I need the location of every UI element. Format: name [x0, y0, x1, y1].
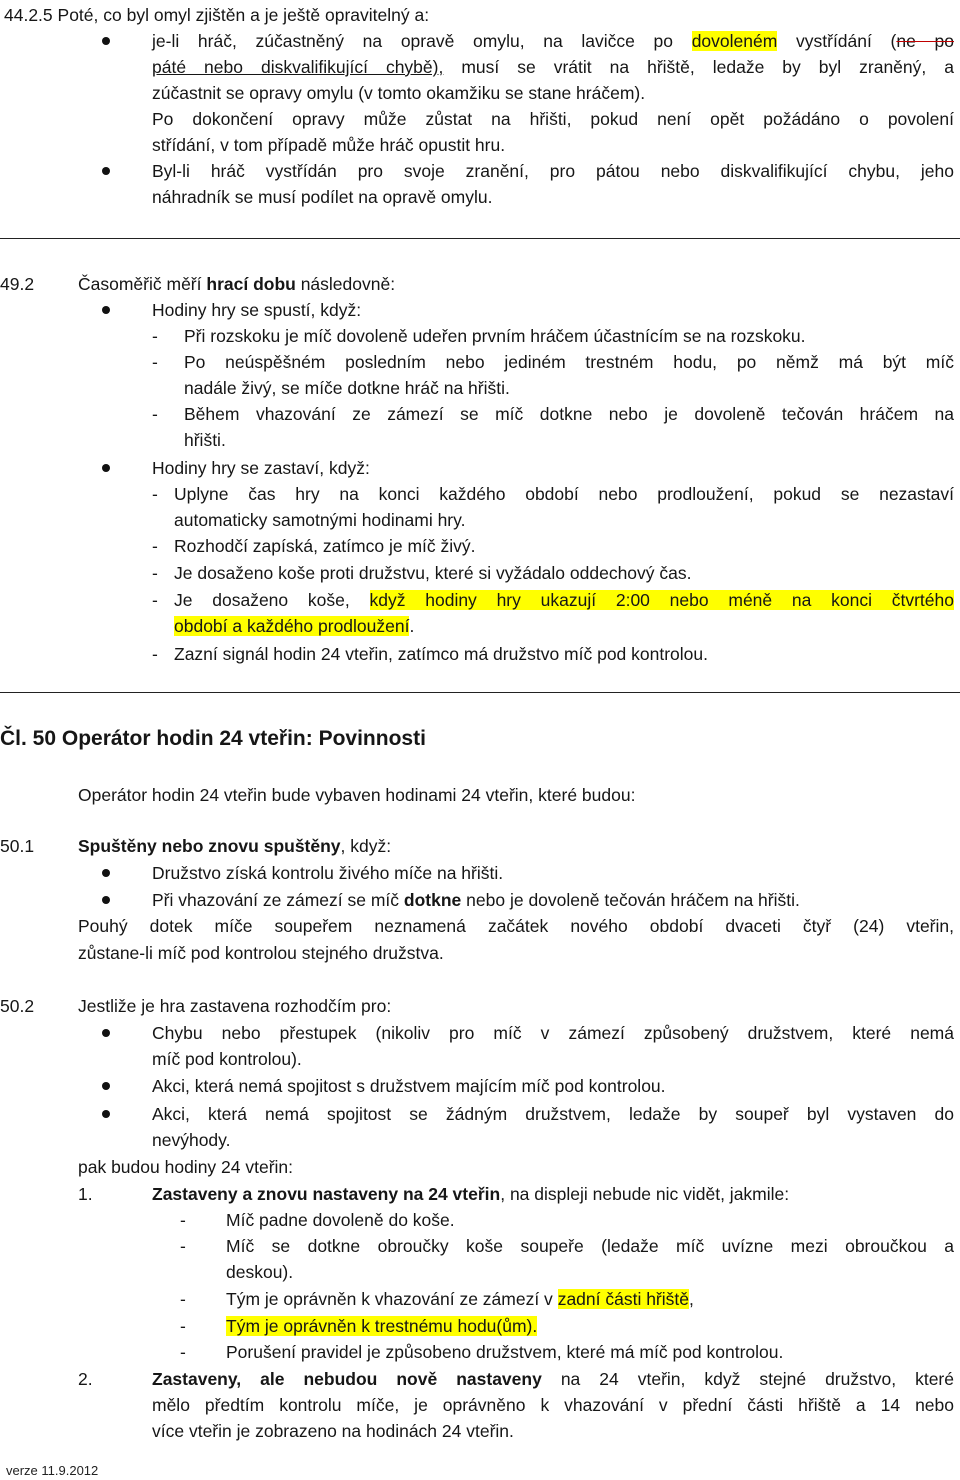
- text-line: hřišti.: [184, 430, 226, 450]
- list-heading: Hodiny hry se zastaví, když:: [152, 458, 370, 478]
- section-44-heading: [4, 2, 429, 28]
- text-line: střídání, v tom případě může hráč opustit hru.: [152, 135, 506, 155]
- divider: [0, 692, 960, 693]
- text-line: deskou).: [226, 1262, 294, 1282]
- text-line: náhradník se musí podílet na opravě omylu.: [152, 187, 493, 207]
- text-line: Porušení pravidel je způsobeno družstvem, které má míč pod kontrolou.: [226, 1342, 784, 1362]
- section-number: 50.1: [0, 836, 35, 856]
- numbered-item: Zastaveny a znovu nastaveny na 24 vteřin, na displeji nebude nic vidět, jakmile:: [152, 1184, 790, 1204]
- bold-text: Spuštěny nebo znovu spuštěny: [78, 836, 341, 856]
- highlight: když hodiny hry ukazují 2:00 nebo méně na konci čtvrtého: [369, 590, 954, 610]
- text-line: Je dosaženo koše, když hodiny hry ukazují 2:00 nebo méně na konci čtvrtého: [174, 590, 954, 610]
- text-line: nevýhody.: [152, 1130, 231, 1150]
- text-line: Pouhý dotek míče soupeřem neznamená začátek nového období dvaceti čtyř (24) vteřin,: [78, 916, 954, 936]
- section-number: 49.2: [0, 274, 35, 294]
- dash-marker: -: [180, 1210, 186, 1230]
- section-49-heading: Časoměřič měří hrací dobu následovně:: [78, 274, 396, 294]
- text-line: páté nebo diskvalifikující chybě), musí se vrátit na hřiště, ledaže by byl zraněný, a: [152, 57, 954, 77]
- list-item: Družstvo získá kontrolu živého míče na hřišti.: [0, 860, 960, 886]
- bold-text: dotkne: [403, 890, 462, 910]
- text-line: Tým je oprávněn k vhazování ze zámezí v zadní části hřiště,: [226, 1289, 694, 1309]
- dash-marker: -: [180, 1342, 186, 1362]
- highlight: období a každého prodloužení: [174, 616, 410, 636]
- list-item: [0, 297, 960, 323]
- bold-text: hrací dobu: [206, 274, 296, 294]
- list-item: [0, 158, 960, 184]
- text-line: zúčastnit se opravy omylu (v tomto okamžiku se stane hráčem).: [152, 83, 646, 103]
- text-line: je-li hráč, zúčastněný na opravě omylu, na lavičce po dovoleném vystřídání (ne po: [152, 31, 954, 51]
- page-footer: verze 11.9.2012: [6, 1463, 99, 1478]
- section-heading: Spuštěny nebo znovu spuštěny, když:: [78, 836, 392, 856]
- text-line: pak budou hodiny 24 vteřin:: [78, 1157, 294, 1177]
- dash-marker: -: [152, 352, 158, 372]
- text-line: Byl-li hráč vystřídán pro svoje zranění, pro pátou nebo diskvalifikující chybu, jeho: [152, 161, 954, 181]
- article-title: Čl. 50 Operátor hodin 24 vteřin: Povinnosti: [0, 727, 426, 750]
- text-line: Rozhodčí zapíská, zatímco je míč živý.: [174, 536, 476, 556]
- bold-text: Zastaveny a znovu nastaveny na 24 vteřin: [152, 1184, 501, 1204]
- text-line: zůstane-li míč pod kontrolou stejného družstva.: [78, 943, 444, 963]
- strikethrough: páté nebo diskvalifikující chybě),: [152, 57, 444, 77]
- text-line: Po dokončení opravy může zůstat na hřišti, pokud není opět požádáno o povolení: [152, 109, 954, 129]
- dash-marker: -: [152, 326, 158, 346]
- section-intro: Poté, co byl omyl zjištěn a je ještě opravitelný a:: [57, 5, 430, 25]
- text-line: Po neúspěšném posledním nebo jediném trestném hodu, po němž má být míč: [184, 352, 954, 372]
- text-line: období a každého prodloužení.: [174, 616, 415, 636]
- dash-marker: -: [152, 484, 158, 504]
- list-item: [0, 455, 960, 481]
- text-line: Míč padne dovoleně do koše.: [226, 1210, 455, 1230]
- list-item: Chybu nebo přestupek (nikoliv pro míč v zámezí způsobený družstvem, které nemá: [0, 1020, 960, 1046]
- article-intro: Operátor hodin 24 vteřin bude vybaven hodinami 24 vteřin, které budou:: [78, 785, 636, 805]
- strikethrough: ne po: [896, 31, 954, 51]
- text-line: míč pod kontrolou).: [152, 1049, 302, 1069]
- numbered-item: Zastaveny, ale nebudou nově nastaveny na 24 vteřin, když stejné družstvo, které: [152, 1369, 954, 1389]
- list-item: [0, 28, 960, 54]
- text-line: nadále živý, se míče dotkne hráč na hřišti.: [184, 378, 510, 398]
- highlight: zadní části hřiště: [557, 1289, 689, 1309]
- divider: [0, 238, 960, 239]
- list-item: Akci, která nemá spojitost se žádným družstvem, ledaže by soupeř byl vystaven do: [0, 1101, 960, 1127]
- dash-marker: -: [152, 644, 158, 664]
- section-number: 44.2.5: [4, 5, 53, 25]
- dash-marker: -: [152, 404, 158, 424]
- section-number: 50.2: [0, 996, 35, 1016]
- text-line: mělo předtím kontrolu míče, je oprávněno k vhazování v přední části hřiště a 14 nebo: [152, 1395, 954, 1415]
- dash-marker: -: [152, 536, 158, 556]
- dash-marker: -: [180, 1316, 186, 1336]
- bold-text: Zastaveny, ale nebudou nově nastaveny: [152, 1369, 542, 1389]
- list-item: Při vhazování ze zámezí se míč dotkne nebo je dovoleně tečován hráčem na hřišti.: [0, 887, 960, 913]
- highlight: dovoleném: [691, 31, 778, 51]
- list-item: Akci, která nemá spojitost s družstvem majícím míč pod kontrolou.: [0, 1073, 960, 1099]
- text-line: Je dosaženo koše proti družstvu, které si vyžádalo oddechový čas.: [174, 563, 692, 583]
- text-line: Míč se dotkne obroučky koše soupeře (ledaže míč uvízne mezi obroučkou a: [226, 1236, 954, 1256]
- text-line: Při rozskoku je míč dovoleně udeřen prvním hráčem účastnícím se na rozskoku.: [184, 326, 806, 346]
- dash-marker: -: [180, 1289, 186, 1309]
- text-line: Během vhazování ze zámezí se míč dotkne nebo je dovoleně tečován hráčem na: [184, 404, 954, 424]
- dash-marker: -: [152, 590, 158, 610]
- list-heading: Hodiny hry se spustí, když:: [152, 300, 362, 320]
- dash-marker: -: [152, 563, 158, 583]
- text-line: Uplyne čas hry na konci každého období nebo prodloužení, pokud se nezastaví: [174, 484, 954, 504]
- text-line: Zazní signál hodin 24 vteřin, zatímco má družstvo míč pod kontrolou.: [174, 644, 709, 664]
- section-heading: Jestliže je hra zastavena rozhodčím pro:: [78, 996, 392, 1016]
- list-number: 2.: [78, 1369, 93, 1389]
- text-line: více vteřin je zobrazeno na hodinách 24 vteřin.: [152, 1421, 514, 1441]
- text-line: automaticky samotnými hodinami hry.: [174, 510, 466, 530]
- list-number: 1.: [78, 1184, 93, 1204]
- dash-marker: -: [180, 1236, 186, 1256]
- highlight: Tým je oprávněn k trestnému hodu(ům).: [226, 1316, 538, 1336]
- text-line: [226, 1313, 537, 1339]
